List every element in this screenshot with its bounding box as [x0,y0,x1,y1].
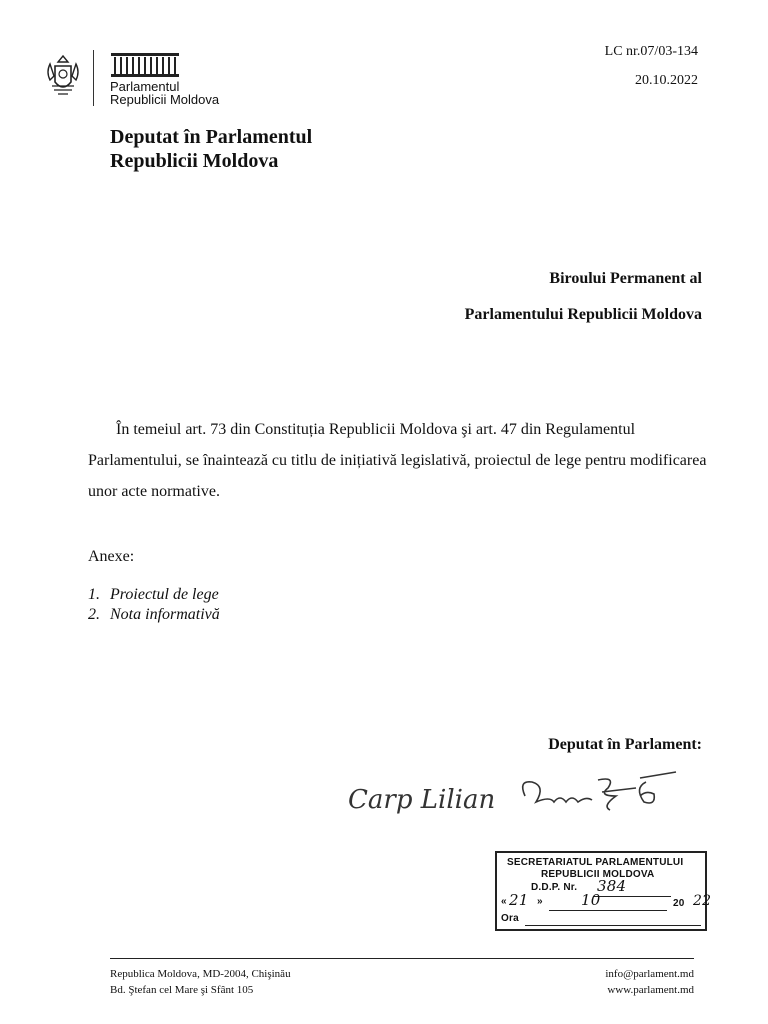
sender-title-line2: Republicii Moldova [110,150,279,172]
footer-divider [110,958,694,959]
list-item [88,585,220,605]
footer-address-line2: Bd. Ştefan cel Mare şi Sfânt 105 [110,984,254,996]
stamp-hour-label: Ora [501,913,519,924]
stamp-quote-open: « [501,896,507,907]
signature-name-text: Carp Lilian [348,785,496,815]
addressee-line2: Parlamentului Republicii Moldova [464,306,702,323]
footer-address-line1: Republica Moldova, MD-2004, Chişinău [110,968,291,980]
stamp-year-prefix: 20 [673,898,685,909]
stamp-year-handwritten: 22 [693,893,712,909]
registration-stamp [495,851,712,931]
annex-label: Nota informativă [110,606,220,623]
document-date: 20.10.2022 [635,73,698,88]
stamp-number: 384 [597,877,627,895]
stamp-line3: D.D.P. Nr. [531,882,578,893]
annex-number: 1. [88,586,100,603]
stamp-day: 21 [509,891,529,909]
body-paragraph: În temeiul art. 73 din Constituția Republicii Moldova şi art. 47 din Regulamentul Parlamentului, se înaintează cu titlu de inițiativă legislativă, proiectul de lege pentru modificarea unor acte normative. [88,421,707,500]
stamp-quote-close: » [537,896,543,907]
footer-email: info@parlament.md [605,968,694,980]
sender-title-line1: Deputat în Parlamentul [110,126,313,148]
list-item [88,605,220,625]
stamp-line1: SECRETARIATUL PARLAMENTULUI [507,857,684,868]
parliament-building-icon [110,52,180,78]
footer-website: www.parlament.md [607,984,694,996]
header-divider [93,50,94,106]
institution-name-line1: Parlamentul [110,79,180,94]
annex-number: 2. [88,606,100,623]
annex-list [88,585,220,625]
institution-name-line2: Republicii Moldova [110,92,220,107]
annex-title: Anexe: [88,548,135,565]
annex-label: Proiectul de lege [110,586,219,603]
coat-of-arms-icon [44,54,82,100]
stamp-line2: REPUBLICII MOLDOVA [541,869,655,880]
stamp-month: 10 [581,891,601,909]
addressee-line1: Biroului Permanent al [549,270,702,287]
handwritten-signature [340,766,700,826]
signature-role: Deputat în Parlament: [548,736,702,753]
reference-number: LC nr.07/03-134 [604,44,698,59]
